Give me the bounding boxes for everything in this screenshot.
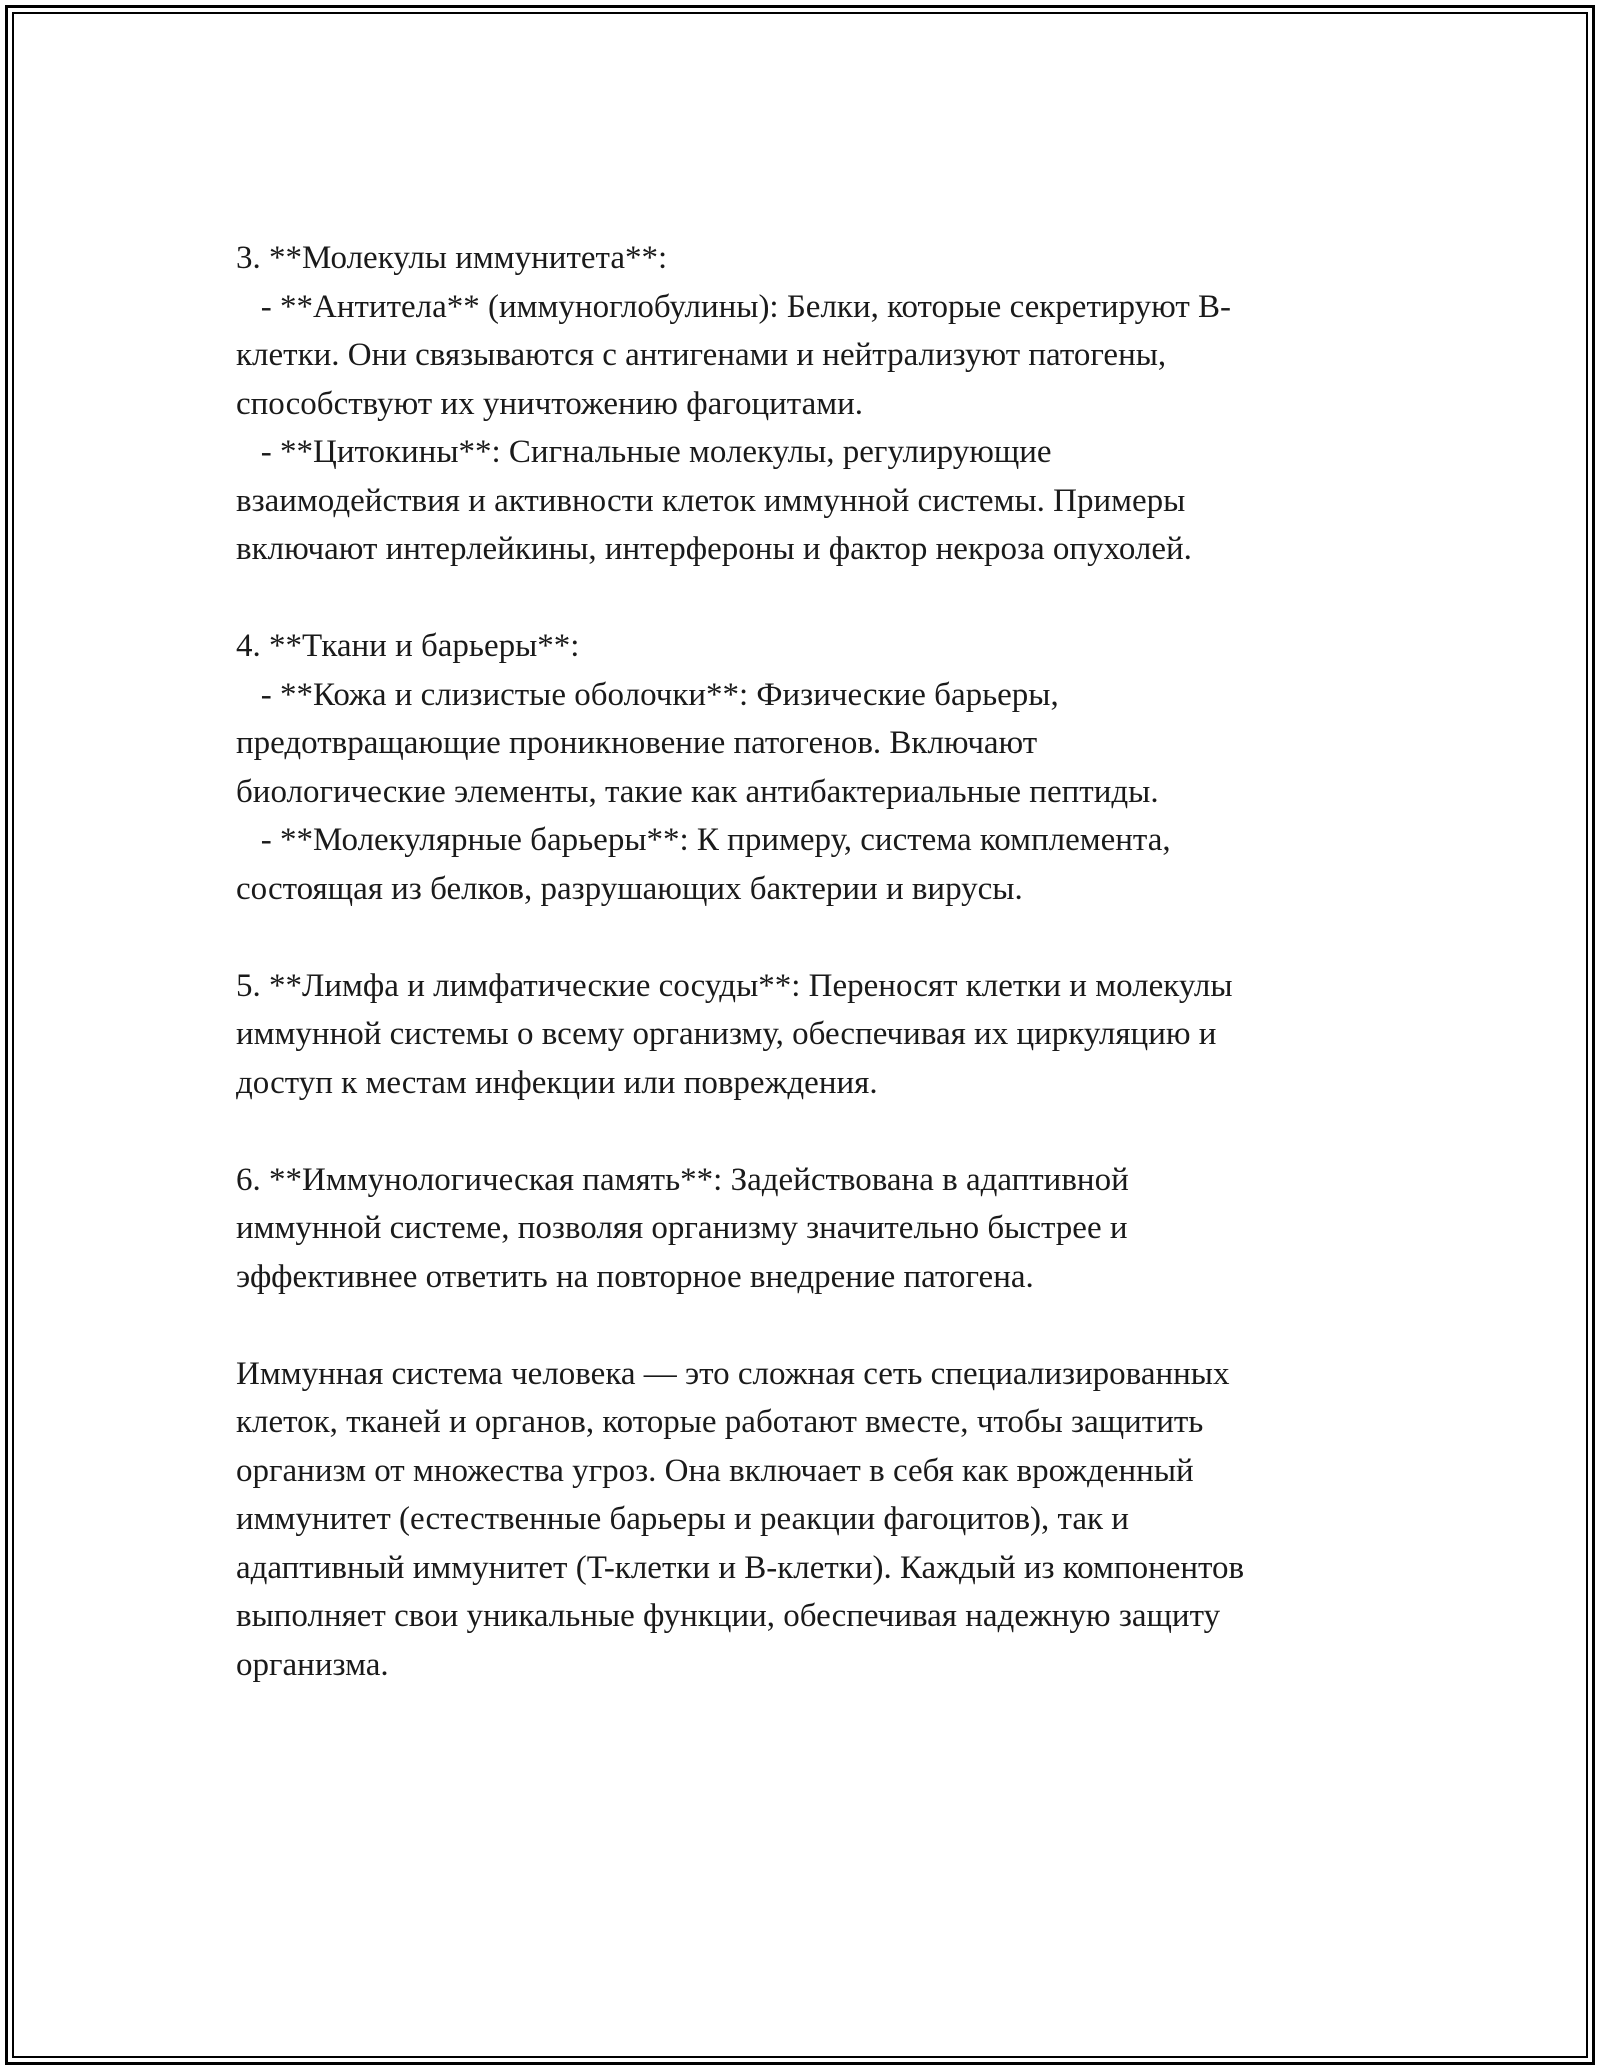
text-line: способствуют их уничтожению фагоцитами. <box>236 385 864 422</box>
text-line: включают интерлейкины, интерфероны и фактор некроза опухолей. <box>236 531 1192 567</box>
text-line: выполняет свои уникальные функции, обеспечивая надежную защиту <box>236 1598 1221 1634</box>
text-line: клетки. Они связываются с антигенами и нейтрализуют патогены, <box>236 337 1167 373</box>
section-immune-molecules <box>236 234 1396 574</box>
text-line: взаимодействия и активности клеток иммунной системы. Примеры <box>236 482 1186 519</box>
text-line: - **Молекулярные барьеры**: К примеру, система комплемента, <box>236 822 1171 858</box>
text-line: 6. **Иммунологическая память**: Задействована в адаптивной <box>236 1161 1129 1198</box>
text-line: доступ к местам инфекции или повреждения. <box>236 1064 878 1101</box>
text-line: 4. **Ткани и барьеры**: <box>236 628 580 664</box>
text-line: предотвращающие проникновение патогенов. Включают <box>236 725 1038 761</box>
text-line: иммунитет (естественные барьеры и реакции фагоцитов), так и <box>236 1501 1129 1537</box>
text-line: состоящая из белков, разрушающих бактерии и вирусы. <box>236 870 1023 907</box>
text-line: адаптивный иммунитет (T-клетки и B-клетки). Каждый из компонентов <box>236 1549 1245 1586</box>
text-line: иммунной системе, позволяя организму значительно быстрее и <box>236 1210 1128 1246</box>
text-line: 5. **Лимфа и лимфатические сосуды**: Переносят клетки и молекулы <box>236 967 1233 1004</box>
text-line: Иммунная система человека — это сложная сеть специализированных <box>236 1355 1230 1392</box>
section-tissues-barriers <box>236 622 1396 913</box>
section-summary <box>236 1350 1396 1690</box>
text-line: биологические элементы, такие как антибактериальные пептиды. <box>236 773 1159 810</box>
text-line: клеток, тканей и органов, которые работают вместе, чтобы защитить <box>236 1404 1204 1440</box>
text-line: - **Кожа и слизистые оболочки**: Физические барьеры, <box>236 676 1059 713</box>
text-line: организм от множества угроз. Она включает в себя как врожденный <box>236 1452 1194 1489</box>
text-line: организма. <box>236 1646 389 1683</box>
document-body <box>236 234 1396 1738</box>
text-line: эффективнее ответить на повторное внедрение патогена. <box>236 1258 1034 1295</box>
section-lymph <box>236 962 1396 1108</box>
text-line: 3. **Молекулы иммунитета**: <box>236 240 668 276</box>
text-line: - **Антитела** (иммуноглобулины): Белки, которые секретируют B- <box>236 288 1231 325</box>
text-line: иммунной системы о всему организму, обеспечивая их циркуляцию и <box>236 1016 1217 1052</box>
section-immunological-memory <box>236 1156 1396 1302</box>
text-line: - **Цитокины**: Сигнальные молекулы, регулирующие <box>236 434 1052 470</box>
